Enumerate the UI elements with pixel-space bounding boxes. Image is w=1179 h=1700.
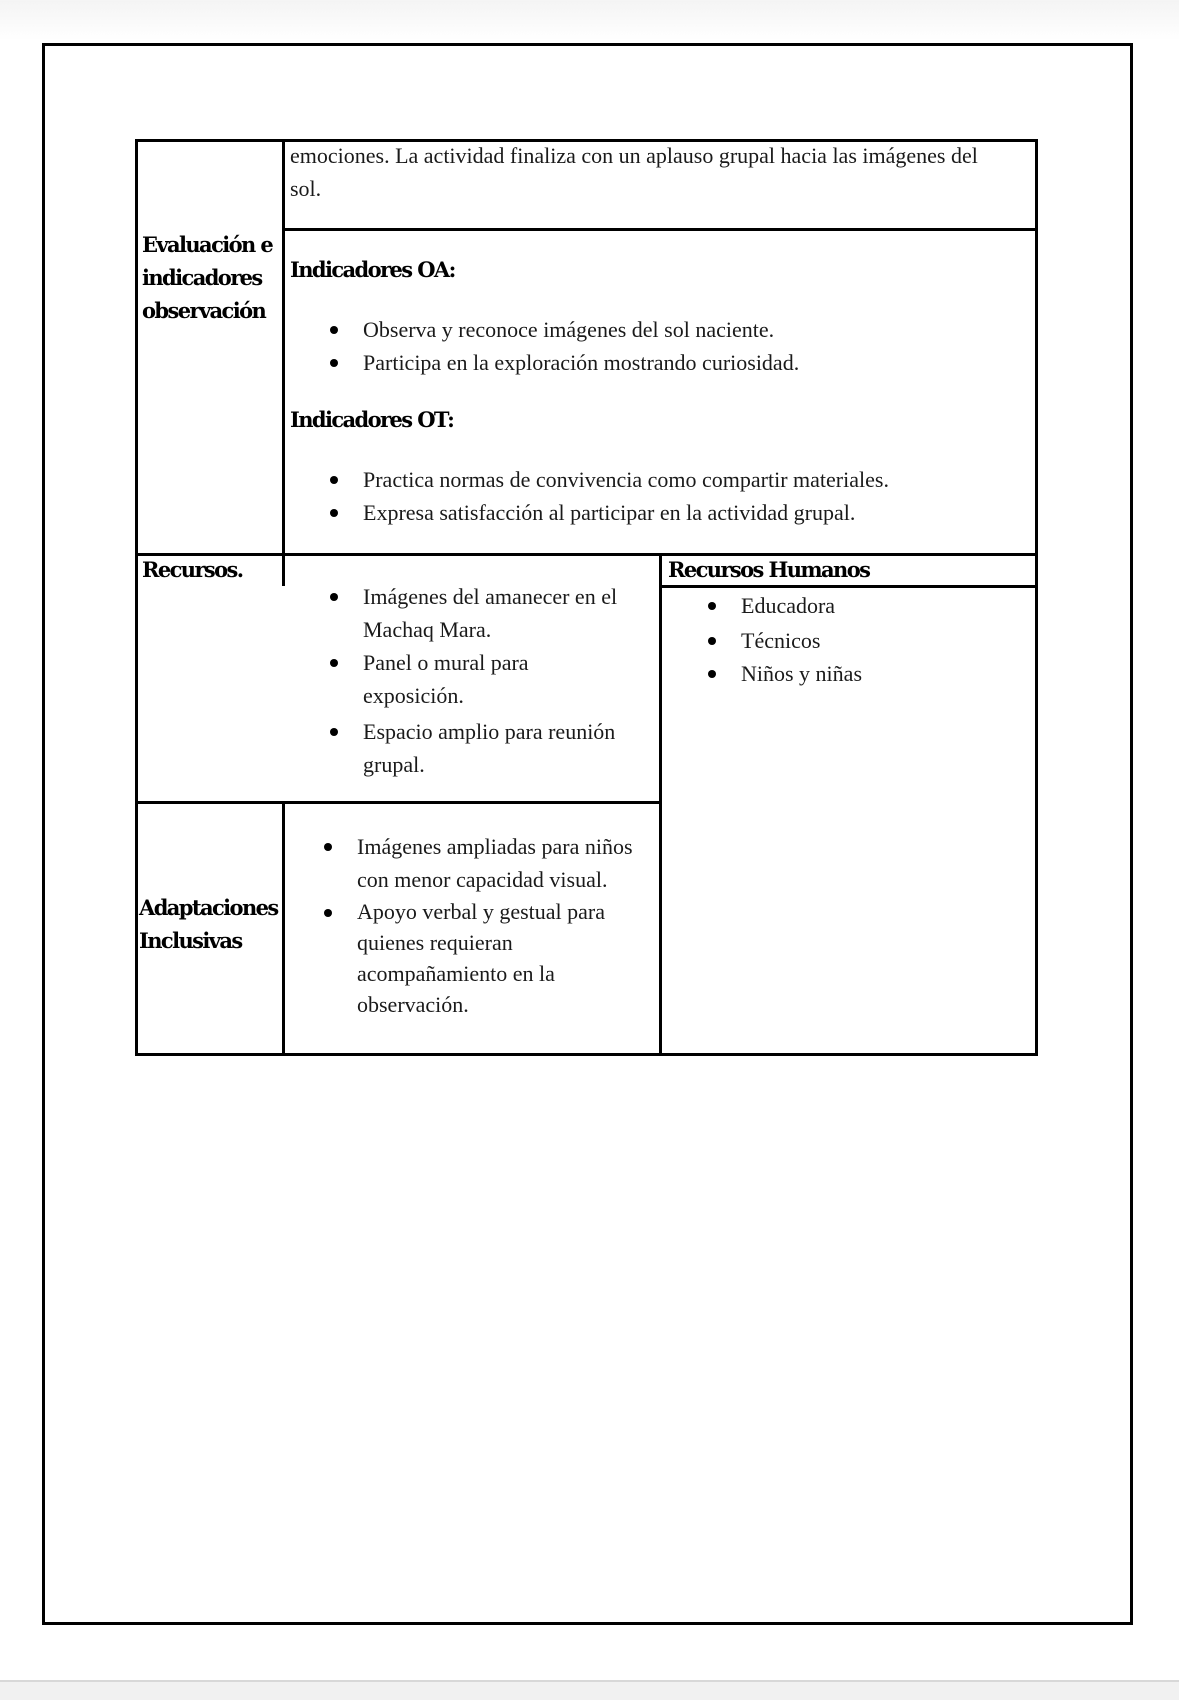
- oa-indicators-heading: Indicadores OA:: [290, 257, 455, 282]
- list-item: Apoyo verbal y gestual para quienes requieran acompañamiento en la observación.: [357, 896, 657, 1020]
- bullet-icon: [330, 593, 338, 601]
- list-item: Observa y reconoce imágenes del sol naciente.: [363, 313, 1023, 346]
- label-column-divider-lower: [282, 802, 285, 1056]
- ot-indicators-heading: Indicadores OT:: [290, 407, 454, 432]
- row-divider-1: [282, 228, 1038, 231]
- resources-list: [363, 580, 658, 781]
- bullet-icon: [708, 670, 716, 678]
- list-item: Espacio amplio para reunión grupal.: [363, 715, 658, 781]
- list-item: Imágenes ampliadas para niños con menor capacidad visual.: [357, 830, 657, 896]
- bullet-icon: [330, 359, 338, 367]
- table-border-left: [135, 139, 138, 1056]
- continuation-text: emociones. La actividad finaliza con un aplauso grupal hacia las imágenes del sol.: [290, 143, 978, 201]
- bullet-icon: [330, 476, 338, 484]
- list-item: Niños y niñas: [741, 657, 1031, 690]
- human-resources-heading: Recursos Humanos: [668, 557, 870, 582]
- list-item: Educadora: [741, 589, 1031, 622]
- list-item: Practica normas de convivencia como compartir materiales.: [363, 463, 1028, 496]
- list-item: Técnicos: [741, 624, 1031, 657]
- ot-indicators-list: [363, 463, 1028, 529]
- bullet-icon: [324, 843, 332, 851]
- list-item: Imágenes del amanecer en el Machaq Mara.: [363, 580, 658, 646]
- table-border-right: [1035, 139, 1038, 1056]
- bullet-icon: [330, 659, 338, 667]
- bullet-icon: [330, 728, 338, 736]
- list-item: Expresa satisfacción al participar en la actividad grupal.: [363, 496, 1028, 529]
- row-divider-2: [135, 553, 1038, 556]
- oa-indicators-list: [363, 313, 1023, 379]
- evaluation-label: Evaluación e indicadores observación: [142, 232, 273, 323]
- bullet-icon: [330, 326, 338, 334]
- list-item: Participa en la exploración mostrando curiosidad.: [363, 346, 1023, 379]
- human-resources-list: [741, 589, 1031, 690]
- adaptations-label: Adaptaciones Inclusivas: [139, 895, 278, 953]
- adaptations-list: [357, 830, 657, 1020]
- middle-column-divider: [659, 553, 662, 1056]
- bullet-icon: [330, 509, 338, 517]
- bullet-icon: [708, 637, 716, 645]
- list-item: Panel o mural para exposición.: [363, 646, 658, 712]
- label-column-divider: [282, 139, 285, 586]
- resources-label: Recursos.: [142, 557, 243, 582]
- bullet-icon: [324, 909, 332, 917]
- page-bottom-edge: [0, 1680, 1179, 1700]
- bullet-icon: [708, 602, 716, 610]
- table-border-bottom: [135, 1053, 1038, 1056]
- row-divider-3: [135, 801, 662, 804]
